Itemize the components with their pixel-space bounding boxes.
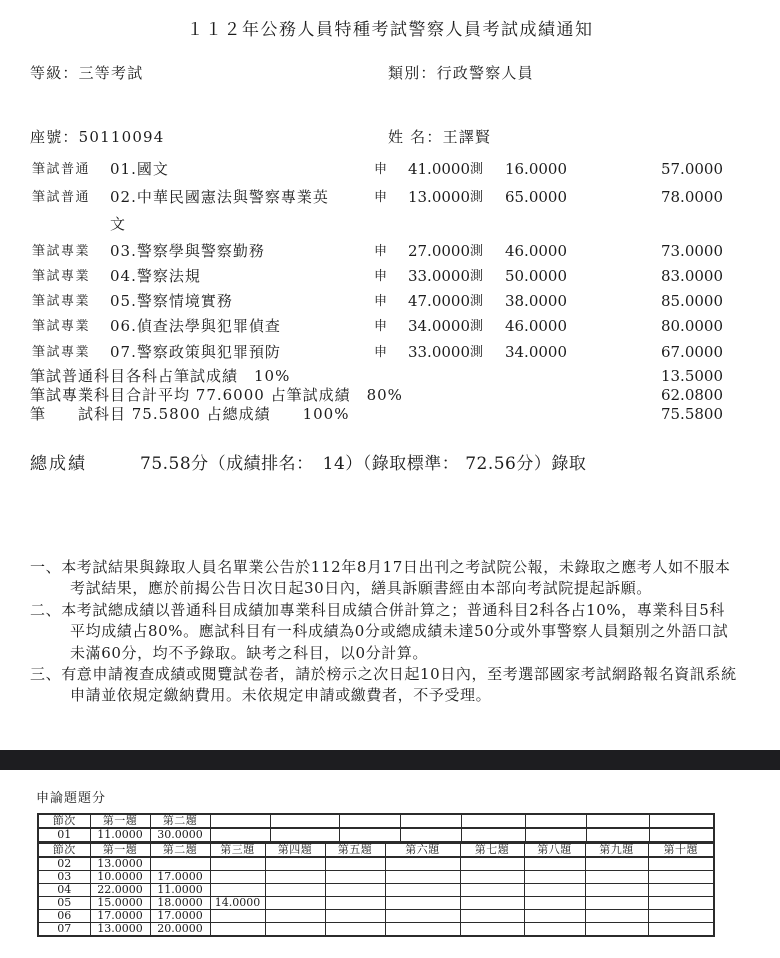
- score-category: 筆試專業: [32, 244, 91, 259]
- test-mark: 測: [470, 319, 484, 334]
- score-category: 筆試專業: [32, 319, 91, 334]
- essay-score-cell: [325, 910, 385, 923]
- essay-score: 33.0000: [407, 267, 470, 285]
- note-item: 三、有意申請複查成績或閱覽試卷者，請於榜示之次日起10日內，至考選部國家考試網路報名資訊系統申請並依規定繳納費用。未依規定申請或繳費者，不予受理。: [30, 665, 737, 705]
- score-subject: 01.國文: [110, 160, 169, 178]
- essay-col-header: 第八題: [524, 843, 585, 857]
- score-summary-row: [0, 404, 780, 424]
- essay-score-cell: [460, 923, 524, 937]
- essay-score-cell: [524, 910, 585, 923]
- score-subject: 05.警察情境實務: [110, 292, 233, 310]
- score-subject: 07.警察政策與犯罪預防: [110, 343, 281, 361]
- essay-score-cell: [585, 884, 648, 897]
- essay-score-cell: [265, 857, 325, 871]
- summary-value: 75.5800: [660, 405, 723, 423]
- test-score: 46.0000: [504, 242, 567, 260]
- essay-score: 47.0000: [407, 292, 470, 310]
- essay-score-cell: [400, 828, 461, 842]
- essay-score-cell: [524, 857, 585, 871]
- test-score: 46.0000: [504, 317, 567, 335]
- exam-category-field: 類別：行政警察人員: [388, 64, 534, 82]
- essay-score-cell: [325, 897, 385, 910]
- essay-data-row: [38, 910, 714, 923]
- essay-score-cell: [385, 884, 460, 897]
- essay-score-cell: 22.0000: [90, 884, 150, 897]
- summary-text: 筆 試科目 75.5800 占總成績 100%: [30, 405, 350, 423]
- essay-score: 33.0000: [407, 343, 470, 361]
- test-mark: 測: [470, 190, 484, 205]
- essay-col-header: [270, 814, 339, 828]
- essay-score-cell: [648, 897, 714, 910]
- essay-col-header: 第三題: [210, 843, 265, 857]
- essay-score-cell: [648, 923, 714, 937]
- essay-score-cell: 17.0000: [150, 871, 210, 884]
- essay-data-row: [38, 884, 714, 897]
- note-item: 二、本考試總成績以普通科目成績加專業科目成績合併計算之；普通科目2科各占10%，專業科目5科平均成績占80%。應試科目有一科成績為0分或總成績未達50分或外事警察人員類別之外語口試未滿60分，均不予錄取。缺考之科目，以0分計算。: [30, 600, 729, 662]
- seat-number-field: 座號：50110094: [30, 128, 165, 146]
- essay-col-header: 節次: [38, 814, 90, 828]
- essay-score-cell: [385, 910, 460, 923]
- essay-score-cell: 13.0000: [90, 857, 150, 871]
- essay-score-cell: 17.0000: [150, 910, 210, 923]
- essay-scores-title: 申論題題分: [36, 791, 107, 806]
- essay-score-cell: [648, 910, 714, 923]
- essay-score-cell: 18.0000: [150, 897, 210, 910]
- document-title: １１２年公務人員特種考試警察人員考試成績通知: [186, 20, 594, 40]
- essay-data-row: [38, 897, 714, 910]
- essay-score: 34.0000: [407, 317, 470, 335]
- essay-score-cell: [524, 871, 585, 884]
- essay-score-cell: [150, 857, 210, 871]
- summary-value: 13.5000: [660, 367, 723, 385]
- essay-score-cell: [385, 897, 460, 910]
- essay-score-cell: 01: [38, 828, 90, 842]
- essay-score-cell: [210, 828, 270, 842]
- score-summary-row: [0, 366, 780, 386]
- essay-score-cell: [385, 923, 460, 937]
- essay-score-cell: 11.0000: [150, 884, 210, 897]
- essay-score: 41.0000: [407, 160, 470, 178]
- score-row: [0, 238, 780, 265]
- essay-score-cell: [385, 871, 460, 884]
- essay-score-cell: [524, 897, 585, 910]
- score-row: [0, 263, 780, 290]
- essay-score-cell: [585, 871, 648, 884]
- essay-score-cell: [265, 871, 325, 884]
- essay-score-cell: 06: [38, 910, 90, 923]
- essay-score-cell: [339, 828, 400, 842]
- essay-score-cell: [325, 871, 385, 884]
- subject-total: 73.0000: [660, 242, 723, 260]
- score-row: [0, 339, 780, 366]
- essay-col-header: 第一題: [90, 843, 150, 857]
- essay-score-cell: 11.0000: [90, 828, 150, 842]
- test-score: 65.0000: [504, 188, 567, 206]
- essay-score-cell: 04: [38, 884, 90, 897]
- essay-score-cell: [265, 910, 325, 923]
- essay-score-cell: [270, 828, 339, 842]
- test-score: 16.0000: [504, 160, 567, 178]
- score-category: 筆試專業: [32, 345, 91, 360]
- essay-score-cell: [460, 857, 524, 871]
- essay-score-cell: [460, 910, 524, 923]
- essay-score-cell: [325, 923, 385, 937]
- essay-score-cell: 10.0000: [90, 871, 150, 884]
- test-mark: 測: [470, 269, 484, 284]
- subject-total: 67.0000: [660, 343, 723, 361]
- essay-data-row: [38, 857, 714, 871]
- essay-score-cell: 05: [38, 897, 90, 910]
- essay-score-cell: [265, 897, 325, 910]
- essay-score-cell: [648, 884, 714, 897]
- summary-value: 62.0800: [660, 386, 723, 404]
- essay-col-header: [400, 814, 461, 828]
- score-category: 筆試普通: [32, 190, 91, 205]
- score-category: 筆試專業: [32, 294, 91, 309]
- essay-score-cell: [210, 871, 265, 884]
- essay-score-cell: [210, 910, 265, 923]
- essay-score-cell: [325, 884, 385, 897]
- summary-text: 筆試普通科目各科占筆試成績 10%: [30, 367, 291, 385]
- essay-col-header: 第九題: [585, 843, 648, 857]
- note-item: 一、本考試結果與錄取人員名單業公告於112年8月17日出刊之考試院公報，未錄取之應考人如不服本考試結果，應於前揭公告日次日起30日內，繕具訴願書經由本部向考試院提起訴願。: [30, 558, 731, 598]
- essay-score-cell: [525, 828, 586, 842]
- essay-score-cell: [210, 857, 265, 871]
- essay-data-row: [38, 871, 714, 884]
- notes-section: [30, 557, 738, 707]
- subject-total: 83.0000: [660, 267, 723, 285]
- essay-score-cell: [585, 857, 648, 871]
- score-summary-row: [0, 385, 780, 405]
- subject-total: 57.0000: [660, 160, 723, 178]
- essay-score-cell: 20.0000: [150, 923, 210, 937]
- essay-col-header: [525, 814, 586, 828]
- subject-total: 80.0000: [660, 317, 723, 335]
- essay-col-header: [461, 814, 525, 828]
- essay-score-cell: 15.0000: [90, 897, 150, 910]
- subject-total: 78.0000: [660, 188, 723, 206]
- essay-mark: 申: [374, 244, 388, 259]
- essay-score-cell: [325, 857, 385, 871]
- subject-total: 85.0000: [660, 292, 723, 310]
- essay-score-cell: [210, 923, 265, 937]
- essay-mark: 申: [374, 294, 388, 309]
- score-row: [0, 156, 780, 183]
- total-score-detail: 75.58分（成績排名： 14）（錄取標準： 72.56分）錄取: [140, 454, 587, 474]
- essay-score-cell: [265, 923, 325, 937]
- essay-score-cell: 17.0000: [90, 910, 150, 923]
- essay-score-cell: [460, 884, 524, 897]
- essay-score: 13.0000: [407, 188, 470, 206]
- test-score: 38.0000: [504, 292, 567, 310]
- score-row: [0, 288, 780, 315]
- essay-col-header: 第十題: [648, 843, 714, 857]
- essay-data-row: [38, 828, 714, 842]
- test-score: 50.0000: [504, 267, 567, 285]
- essay-score-cell: [585, 897, 648, 910]
- essay-score-cell: 02: [38, 857, 90, 871]
- essay-score-cell: [385, 857, 460, 871]
- essay-score-cell: 07: [38, 923, 90, 937]
- essay-col-header: 第二題: [150, 843, 210, 857]
- essay-score-cell: [524, 923, 585, 937]
- total-score-label: 總成績: [30, 454, 87, 474]
- candidate-name-field: 姓 名：王譯賢: [388, 128, 492, 146]
- essay-mark: 申: [374, 162, 388, 177]
- test-mark: 測: [470, 294, 484, 309]
- test-mark: 測: [470, 244, 484, 259]
- essay-score-cell: [460, 871, 524, 884]
- essay-score-cell: 13.0000: [90, 923, 150, 937]
- score-row: [0, 313, 780, 340]
- essay-table-2: [37, 842, 715, 937]
- exam-level-field: 等級：三等考試: [30, 64, 144, 82]
- essay-header-row: [38, 814, 714, 828]
- score-subject: 06.偵查法學與犯罪偵查: [110, 317, 281, 335]
- essay-score: 27.0000: [407, 242, 470, 260]
- essay-header-row: [38, 843, 714, 857]
- essay-table-1: [37, 813, 715, 843]
- score-category: 筆試專業: [32, 269, 91, 284]
- essay-score-cell: [585, 923, 648, 937]
- essay-col-header: 第七題: [460, 843, 524, 857]
- essay-col-header: 第六題: [385, 843, 460, 857]
- score-subject: 02.中華民國憲法與警察專業英文: [110, 188, 329, 233]
- essay-col-header: [339, 814, 400, 828]
- essay-mark: 申: [374, 269, 388, 284]
- essay-mark: 申: [374, 345, 388, 360]
- essay-col-header: [649, 814, 714, 828]
- essay-score-cell: [460, 897, 524, 910]
- essay-col-header: [210, 814, 270, 828]
- essay-score-cell: [649, 828, 714, 842]
- essay-score-cell: [210, 884, 265, 897]
- test-mark: 測: [470, 162, 484, 177]
- score-subject: 03.警察學與警察勤務: [110, 242, 265, 260]
- essay-col-header: 第二題: [150, 814, 210, 828]
- essay-score-cell: 03: [38, 871, 90, 884]
- test-mark: 測: [470, 345, 484, 360]
- essay-data-row: [38, 923, 714, 937]
- page-separator-bar: [0, 750, 780, 770]
- essay-score-cell: [648, 871, 714, 884]
- essay-score-cell: [265, 884, 325, 897]
- essay-col-header: 第五題: [325, 843, 385, 857]
- total-score-line: [0, 452, 780, 476]
- summary-text: 筆試專業科目合計平均 77.6000 占筆試成績 80%: [30, 386, 403, 404]
- essay-col-header: 節次: [38, 843, 90, 857]
- score-subject: 04.警察法規: [110, 267, 201, 285]
- essay-col-header: [586, 814, 649, 828]
- test-score: 34.0000: [504, 343, 567, 361]
- essay-score-cell: [648, 857, 714, 871]
- essay-mark: 申: [374, 319, 388, 334]
- essay-score-cell: 14.0000: [210, 897, 265, 910]
- essay-score-cell: [586, 828, 649, 842]
- essay-mark: 申: [374, 190, 388, 205]
- essay-col-header: 第四題: [265, 843, 325, 857]
- essay-score-cell: [585, 910, 648, 923]
- essay-score-cell: [461, 828, 525, 842]
- score-row: [0, 184, 780, 233]
- essay-score-cell: [524, 884, 585, 897]
- essay-score-cell: 30.0000: [150, 828, 210, 842]
- score-category: 筆試普通: [32, 162, 91, 177]
- essay-col-header: 第一題: [90, 814, 150, 828]
